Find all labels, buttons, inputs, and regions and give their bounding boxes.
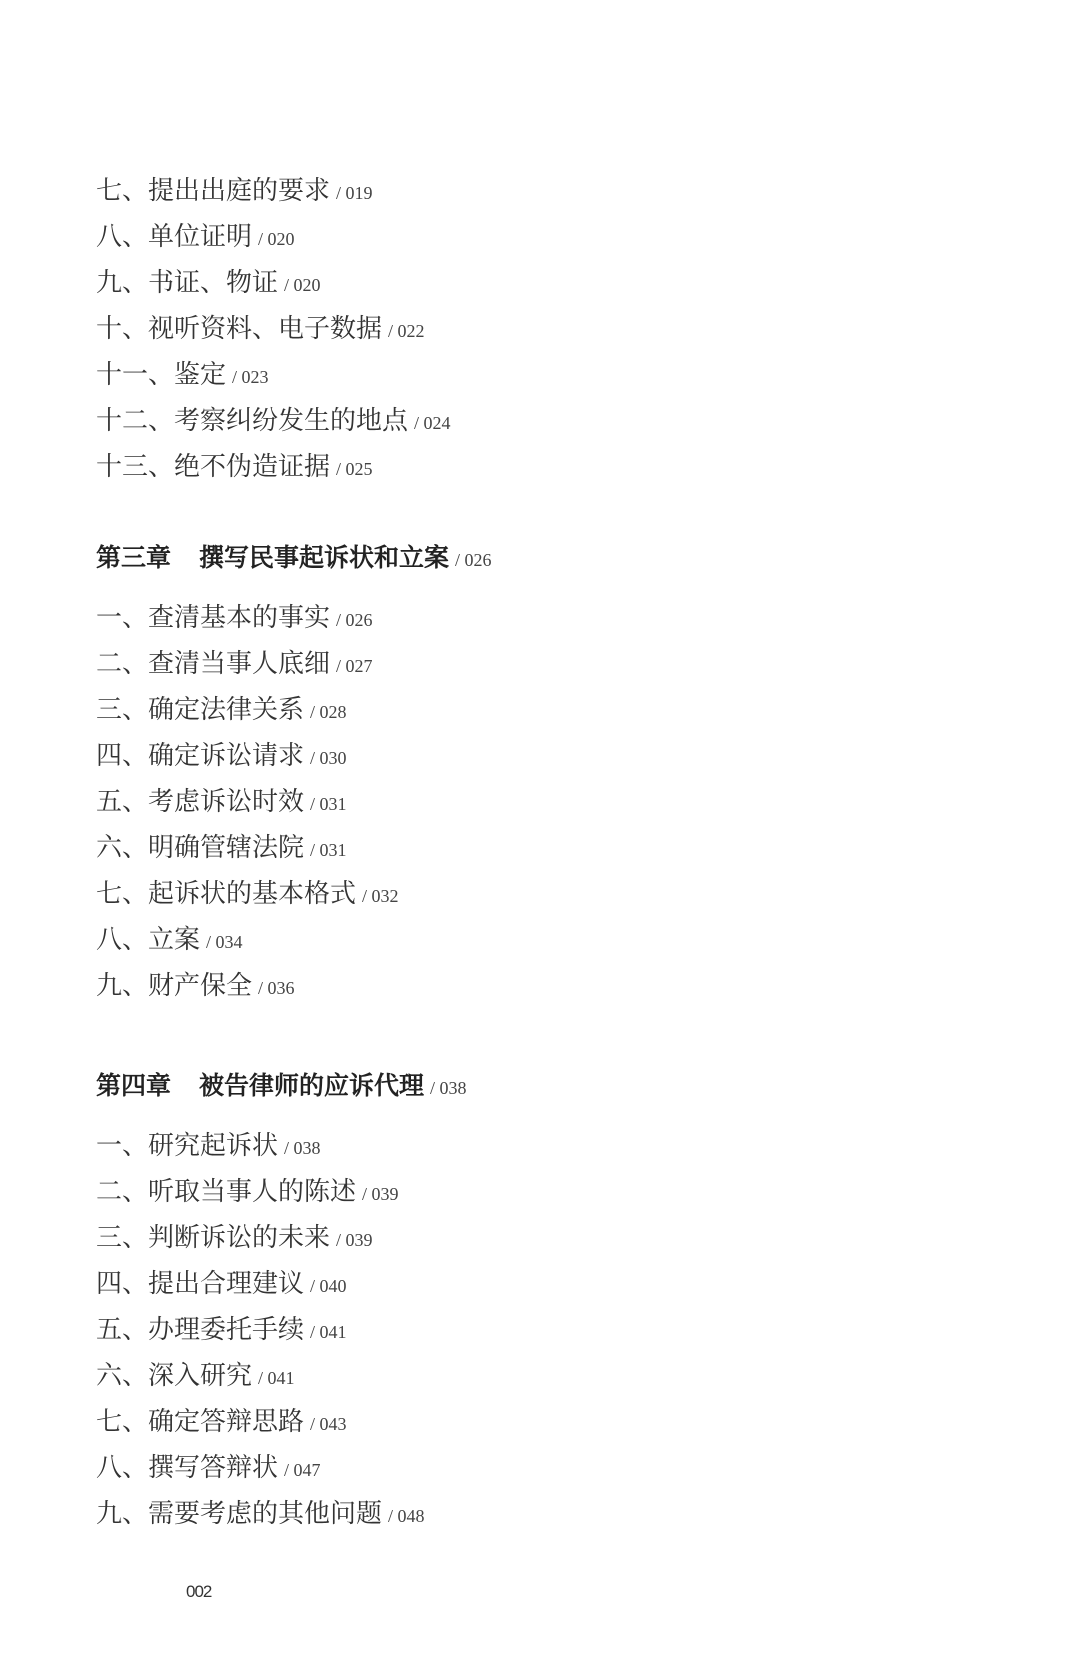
toc-entry-label: 九、书证、物证 (96, 268, 279, 298)
toc-entry-page: / 025 (336, 459, 373, 479)
toc-entry (96, 306, 451, 352)
toc-entry (96, 825, 492, 871)
chapter-title: 撰写民事起诉状和立案 (199, 543, 450, 572)
toc-entry (96, 595, 492, 641)
toc-entry (96, 963, 492, 1009)
chapter-number: 第四章 (96, 1071, 172, 1100)
toc-entry (96, 1169, 467, 1215)
toc-entry (96, 444, 451, 490)
toc-entry (96, 1399, 467, 1445)
toc-entry-label: 一、查清基本的事实 (96, 603, 331, 633)
toc-entry-page: / 038 (284, 1138, 321, 1158)
toc-entry (96, 871, 492, 917)
toc-entry (96, 733, 492, 779)
toc-entry-label: 九、财产保全 (96, 971, 253, 1001)
toc-entry (96, 214, 451, 260)
toc-entry-label: 五、办理委托手续 (96, 1315, 305, 1345)
toc-entry-label: 八、立案 (96, 925, 201, 955)
toc-entry (96, 687, 492, 733)
toc-entry-page: / 034 (206, 932, 243, 952)
toc-entry-label: 八、撰写答辩状 (96, 1453, 279, 1483)
toc-entry (96, 917, 492, 963)
toc-entry-page: / 019 (336, 183, 373, 203)
toc-entry-page: / 039 (362, 1184, 399, 1204)
toc-entry-page: / 028 (310, 702, 347, 722)
toc-entry (96, 641, 492, 687)
toc-entry-page: / 047 (284, 1460, 321, 1480)
toc-entry-page: / 020 (284, 275, 321, 295)
toc-entry-page: / 024 (414, 413, 451, 433)
toc-entry-page: / 036 (258, 978, 295, 998)
toc-entry-label: 十一、鉴定 (96, 360, 227, 390)
toc-section-chapter-3 (96, 535, 492, 1009)
toc-entry-label: 四、提出合理建议 (96, 1269, 305, 1299)
toc-entry-label: 十、视听资料、电子数据 (96, 314, 383, 344)
page-number: 002 (186, 1582, 212, 1601)
toc-entry-page: / 022 (388, 321, 425, 341)
toc-entry (96, 1261, 467, 1307)
toc-entry-page: / 041 (258, 1368, 295, 1388)
toc-entry (96, 1215, 467, 1261)
toc-entry-page: / 026 (336, 610, 373, 630)
toc-entry (96, 260, 451, 306)
chapter-heading (96, 1063, 467, 1109)
toc-entry-label: 一、研究起诉状 (96, 1131, 279, 1161)
toc-entry-label: 四、确定诉讼请求 (96, 741, 305, 771)
toc-section-chapter-4 (96, 1063, 467, 1537)
toc-entry-label: 六、深入研究 (96, 1361, 253, 1391)
toc-entry (96, 1307, 467, 1353)
toc-entry-label: 三、确定法律关系 (96, 695, 305, 725)
toc-entry (96, 779, 492, 825)
chapter-heading (96, 535, 492, 581)
toc-entry-page: / 043 (310, 1414, 347, 1434)
toc-entry (96, 398, 451, 444)
toc-entry-page: / 031 (310, 794, 347, 814)
toc-entry-label: 七、提出出庭的要求 (96, 176, 331, 206)
toc-entry-label: 八、单位证明 (96, 222, 253, 252)
toc-entry-page: / 031 (310, 840, 347, 860)
chapter-title: 被告律师的应诉代理 (199, 1071, 425, 1100)
toc-entry-label: 十二、考察纠纷发生的地点 (96, 406, 409, 436)
chapter-number: 第三章 (96, 543, 172, 572)
toc-entry (96, 1445, 467, 1491)
toc-entry-page: / 040 (310, 1276, 347, 1296)
toc-entry-page: / 039 (336, 1230, 373, 1250)
toc-entry-label: 九、需要考虑的其他问题 (96, 1499, 383, 1529)
toc-entry-label: 十三、绝不伪造证据 (96, 452, 331, 482)
toc-entry-label: 六、明确管辖法院 (96, 833, 305, 863)
toc-entry-label: 七、确定答辩思路 (96, 1407, 305, 1437)
toc-section-continued (96, 168, 451, 490)
toc-entry-page: / 020 (258, 229, 295, 249)
chapter-page: / 026 (455, 550, 492, 570)
toc-entry-page: / 030 (310, 748, 347, 768)
toc-entry-page: / 023 (232, 367, 269, 387)
toc-entry-label: 五、考虑诉讼时效 (96, 787, 305, 817)
toc-entry-label: 三、判断诉讼的未来 (96, 1223, 331, 1253)
toc-entry-page: / 041 (310, 1322, 347, 1342)
toc-entry (96, 352, 451, 398)
toc-entry-page: / 032 (362, 886, 399, 906)
toc-entry-page: / 048 (388, 1506, 425, 1526)
chapter-page: / 038 (430, 1078, 467, 1098)
toc-entry (96, 168, 451, 214)
toc-entry-label: 二、听取当事人的陈述 (96, 1177, 357, 1207)
toc-entry (96, 1491, 467, 1537)
toc-entry (96, 1353, 467, 1399)
toc-entry-page: / 027 (336, 656, 373, 676)
toc-entry-label: 二、查清当事人底细 (96, 649, 331, 679)
toc-entry (96, 1123, 467, 1169)
toc-entry-label: 七、起诉状的基本格式 (96, 879, 357, 909)
